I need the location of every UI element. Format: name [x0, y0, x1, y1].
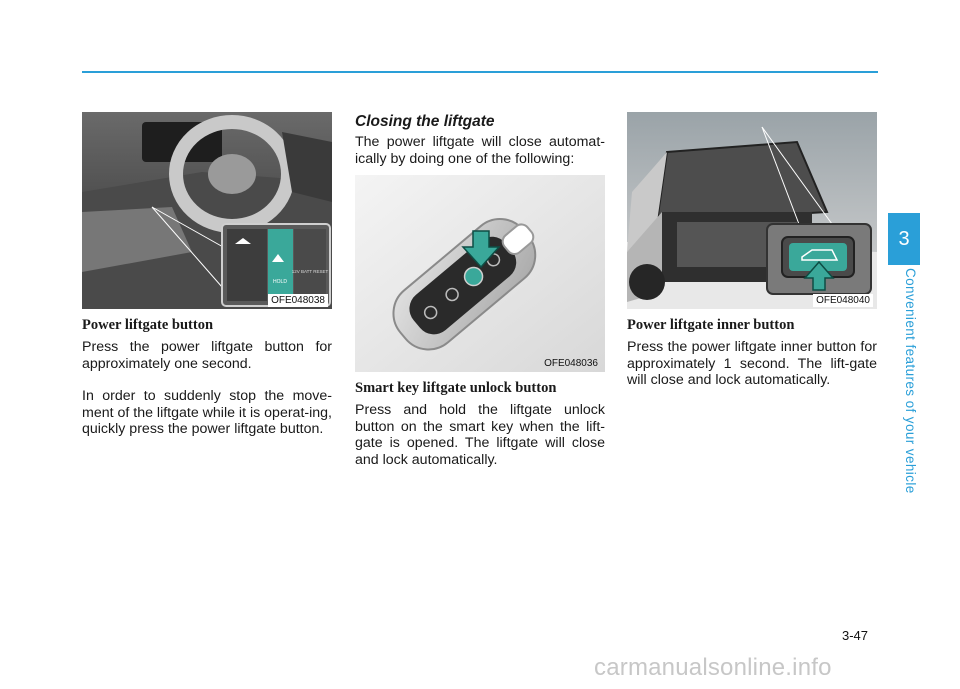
- paragraph: In order to suddenly stop the move-ment of the liftgate while it is operat-ing, quickly press the power liftgate button.: [82, 388, 332, 437]
- panel-label-hold: HOLD: [273, 279, 287, 285]
- heading-closing-the-liftgate: Closing the liftgate: [355, 113, 495, 130]
- smart-key-illustration: [355, 175, 605, 372]
- top-rule: [82, 71, 878, 73]
- liftgate-illustration: [627, 112, 877, 309]
- figure-liftgate-open: [627, 112, 877, 309]
- figure-smart-key: [355, 175, 605, 372]
- dashboard-illustration: [82, 112, 332, 309]
- figure-code: OFE048038: [268, 294, 328, 307]
- figure-dashboard: [82, 112, 332, 309]
- paragraph: Press the power liftgate button for approximately one second.: [82, 339, 332, 372]
- column-inner-button: [627, 112, 877, 389]
- chapter-tab: 3: [888, 213, 920, 265]
- page-number: 3-47: [842, 628, 869, 643]
- intro-paragraph: The power liftgate will close automat-ically by doing one of the following:: [355, 134, 605, 167]
- column-closing-liftgate: [355, 112, 605, 468]
- figure-code: OFE048036: [544, 358, 598, 369]
- panel-label-batt-reset: 12V BATT RESET: [291, 269, 329, 274]
- figure-code: OFE048040: [813, 294, 873, 307]
- heading-smart-key-button: Smart key liftgate unlock button: [355, 380, 557, 396]
- watermark: carmanualsonline.info: [594, 654, 832, 681]
- heading-power-liftgate-button: Power liftgate button: [82, 317, 214, 333]
- paragraph: Press the power liftgate inner button for approximately 1 second. The lift-gate will close and lock automatically.: [627, 339, 877, 388]
- column-power-liftgate-button: [82, 112, 332, 438]
- paragraph: Press and hold the liftgate unlock button on the smart key when the lift-gate is opened. The liftgate will close and lock automatically.: [355, 402, 605, 468]
- chapter-title: Convenient features of your vehicle: [903, 268, 918, 494]
- heading-inner-button: Power liftgate inner button: [627, 317, 795, 333]
